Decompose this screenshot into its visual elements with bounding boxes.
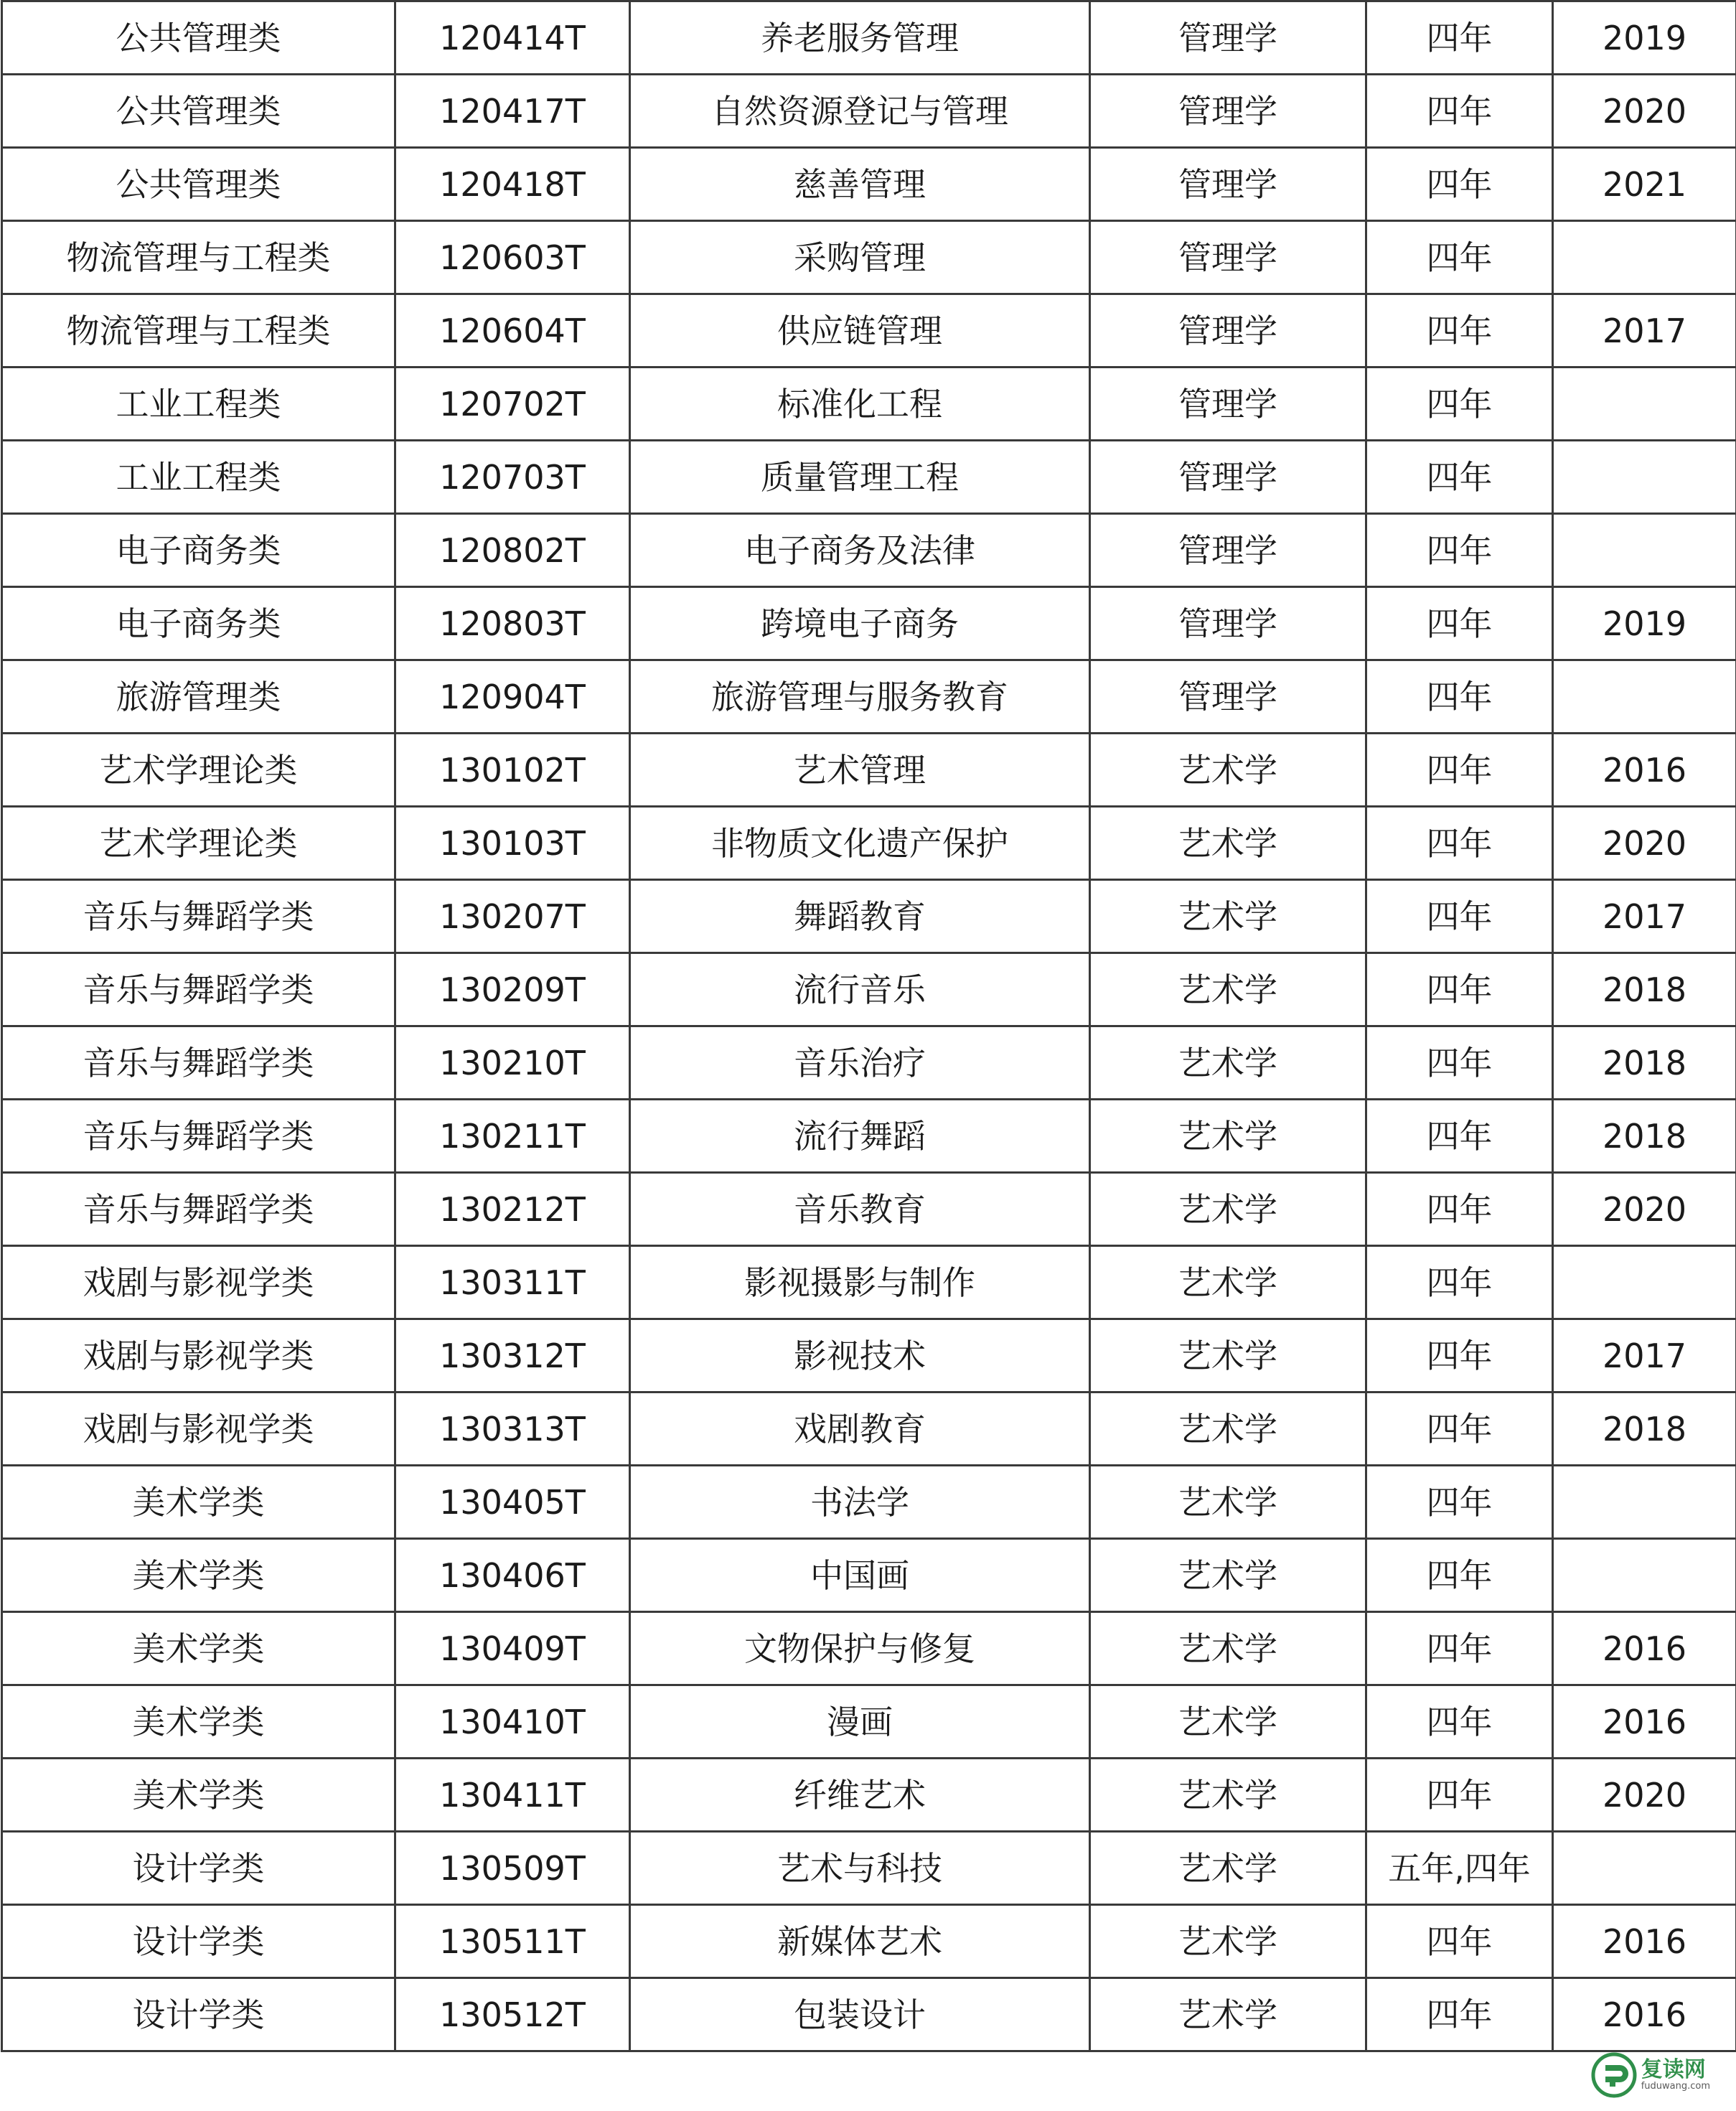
code-cell: 120604T — [395, 294, 630, 368]
table-row — [2, 148, 1736, 221]
duration-cell: 四年 — [1366, 148, 1553, 221]
major-cell: 流行舞蹈 — [630, 1100, 1090, 1173]
table-row — [2, 1392, 1736, 1466]
table-row — [2, 1612, 1736, 1685]
code-cell: 130409T — [395, 1612, 630, 1685]
code-cell: 130313T — [395, 1392, 630, 1466]
discipline-cell: 管理学 — [1090, 441, 1366, 514]
table-row — [2, 1832, 1736, 1905]
category-cell: 电子商务类 — [2, 514, 395, 587]
table-row — [2, 1319, 1736, 1392]
category-cell: 音乐与舞蹈学类 — [2, 1173, 395, 1246]
year-cell: 2016 — [1553, 1905, 1736, 1978]
code-cell: 130212T — [395, 1173, 630, 1246]
discipline-cell: 艺术学 — [1090, 1392, 1366, 1466]
category-cell: 戏剧与影视学类 — [2, 1319, 395, 1392]
discipline-cell: 管理学 — [1090, 660, 1366, 734]
table-row — [2, 807, 1736, 880]
year-cell — [1553, 221, 1736, 294]
category-cell: 工业工程类 — [2, 368, 395, 441]
category-cell: 旅游管理类 — [2, 660, 395, 734]
code-cell: 130210T — [395, 1026, 630, 1100]
discipline-cell: 艺术学 — [1090, 1759, 1366, 1832]
category-cell: 公共管理类 — [2, 1, 395, 75]
year-cell — [1553, 441, 1736, 514]
category-cell: 美术学类 — [2, 1466, 395, 1539]
duration-cell: 四年 — [1366, 1392, 1553, 1466]
code-cell: 120802T — [395, 514, 630, 587]
year-cell: 2020 — [1553, 75, 1736, 148]
major-cell: 文物保护与修复 — [630, 1612, 1090, 1685]
code-cell: 120904T — [395, 660, 630, 734]
major-cell: 质量管理工程 — [630, 441, 1090, 514]
year-cell — [1553, 1466, 1736, 1539]
major-cell: 慈善管理 — [630, 148, 1090, 221]
year-cell — [1553, 1539, 1736, 1612]
category-cell: 公共管理类 — [2, 148, 395, 221]
duration-cell: 四年 — [1366, 1173, 1553, 1246]
category-cell: 设计学类 — [2, 1832, 395, 1905]
code-cell: 130406T — [395, 1539, 630, 1612]
duration-cell: 四年 — [1366, 1466, 1553, 1539]
discipline-cell: 艺术学 — [1090, 1100, 1366, 1173]
code-cell: 130512T — [395, 1978, 630, 2051]
duration-cell: 四年 — [1366, 734, 1553, 807]
majors-table — [1, 0, 1736, 2052]
table-row — [2, 1466, 1736, 1539]
duration-cell: 四年 — [1366, 1685, 1553, 1759]
major-cell: 跨境电子商务 — [630, 587, 1090, 660]
category-cell: 工业工程类 — [2, 441, 395, 514]
year-cell: 2016 — [1553, 1685, 1736, 1759]
category-cell: 电子商务类 — [2, 587, 395, 660]
major-cell: 音乐治疗 — [630, 1026, 1090, 1100]
discipline-cell: 艺术学 — [1090, 1685, 1366, 1759]
code-cell: 130102T — [395, 734, 630, 807]
fuduwang-logo-icon — [1591, 2052, 1637, 2098]
discipline-cell: 艺术学 — [1090, 1905, 1366, 1978]
category-cell: 设计学类 — [2, 1905, 395, 1978]
duration-cell: 四年 — [1366, 294, 1553, 368]
year-cell: 2017 — [1553, 294, 1736, 368]
code-cell: 120702T — [395, 368, 630, 441]
major-cell: 影视技术 — [630, 1319, 1090, 1392]
major-cell: 新媒体艺术 — [630, 1905, 1090, 1978]
table-row — [2, 294, 1736, 368]
duration-cell: 四年 — [1366, 1539, 1553, 1612]
discipline-cell: 艺术学 — [1090, 1173, 1366, 1246]
watermark-url: fuduwang.com — [1641, 2080, 1710, 2092]
discipline-cell: 管理学 — [1090, 221, 1366, 294]
table-row — [2, 1, 1736, 75]
duration-cell: 四年 — [1366, 368, 1553, 441]
watermark — [1591, 2052, 1710, 2098]
code-cell: 130207T — [395, 880, 630, 953]
table-row — [2, 1978, 1736, 2051]
code-cell: 130211T — [395, 1100, 630, 1173]
major-cell: 非物质文化遗产保护 — [630, 807, 1090, 880]
code-cell: 130209T — [395, 953, 630, 1026]
code-cell: 130410T — [395, 1685, 630, 1759]
category-cell: 艺术学理论类 — [2, 734, 395, 807]
discipline-cell: 管理学 — [1090, 75, 1366, 148]
duration-cell: 四年 — [1366, 1612, 1553, 1685]
code-cell: 120418T — [395, 148, 630, 221]
table-row — [2, 1539, 1736, 1612]
major-cell: 电子商务及法律 — [630, 514, 1090, 587]
table-row — [2, 587, 1736, 660]
category-cell: 物流管理与工程类 — [2, 294, 395, 368]
year-cell — [1553, 1246, 1736, 1319]
table-row — [2, 660, 1736, 734]
table-row — [2, 880, 1736, 953]
table-row — [2, 75, 1736, 148]
code-cell: 120414T — [395, 1, 630, 75]
major-cell: 音乐教育 — [630, 1173, 1090, 1246]
table-row — [2, 221, 1736, 294]
year-cell — [1553, 514, 1736, 587]
table-row — [2, 1246, 1736, 1319]
major-cell: 影视摄影与制作 — [630, 1246, 1090, 1319]
discipline-cell: 艺术学 — [1090, 807, 1366, 880]
table-row — [2, 1100, 1736, 1173]
major-cell: 养老服务管理 — [630, 1, 1090, 75]
major-cell: 中国画 — [630, 1539, 1090, 1612]
table-row — [2, 368, 1736, 441]
code-cell: 120417T — [395, 75, 630, 148]
year-cell: 2021 — [1553, 148, 1736, 221]
category-cell: 音乐与舞蹈学类 — [2, 1100, 395, 1173]
duration-cell: 四年 — [1366, 807, 1553, 880]
discipline-cell: 艺术学 — [1090, 953, 1366, 1026]
discipline-cell: 艺术学 — [1090, 1539, 1366, 1612]
discipline-cell: 管理学 — [1090, 587, 1366, 660]
year-cell: 2018 — [1553, 953, 1736, 1026]
table-row — [2, 1685, 1736, 1759]
code-cell: 120803T — [395, 587, 630, 660]
table-row — [2, 1173, 1736, 1246]
major-cell: 戏剧教育 — [630, 1392, 1090, 1466]
category-cell: 公共管理类 — [2, 75, 395, 148]
category-cell: 设计学类 — [2, 1978, 395, 2051]
category-cell: 美术学类 — [2, 1685, 395, 1759]
duration-cell: 四年 — [1366, 75, 1553, 148]
discipline-cell: 管理学 — [1090, 514, 1366, 587]
category-cell: 戏剧与影视学类 — [2, 1392, 395, 1466]
table-row — [2, 953, 1736, 1026]
code-cell: 120603T — [395, 221, 630, 294]
year-cell: 2020 — [1553, 807, 1736, 880]
major-cell: 旅游管理与服务教育 — [630, 660, 1090, 734]
category-cell: 美术学类 — [2, 1612, 395, 1685]
major-cell: 舞蹈教育 — [630, 880, 1090, 953]
duration-cell: 四年 — [1366, 1246, 1553, 1319]
watermark-text — [1641, 2059, 1710, 2092]
year-cell: 2016 — [1553, 734, 1736, 807]
duration-cell: 四年 — [1366, 1026, 1553, 1100]
major-cell: 采购管理 — [630, 221, 1090, 294]
code-cell: 130405T — [395, 1466, 630, 1539]
major-cell: 书法学 — [630, 1466, 1090, 1539]
duration-cell: 四年 — [1366, 1, 1553, 75]
category-cell: 艺术学理论类 — [2, 807, 395, 880]
duration-cell: 四年 — [1366, 953, 1553, 1026]
category-cell: 音乐与舞蹈学类 — [2, 953, 395, 1026]
table-row — [2, 734, 1736, 807]
discipline-cell: 管理学 — [1090, 294, 1366, 368]
discipline-cell: 艺术学 — [1090, 880, 1366, 953]
discipline-cell: 艺术学 — [1090, 1246, 1366, 1319]
majors-table-body — [2, 1, 1736, 2051]
code-cell: 130411T — [395, 1759, 630, 1832]
year-cell — [1553, 660, 1736, 734]
discipline-cell: 管理学 — [1090, 1, 1366, 75]
table-row — [2, 1759, 1736, 1832]
duration-cell: 四年 — [1366, 514, 1553, 587]
category-cell: 音乐与舞蹈学类 — [2, 880, 395, 953]
code-cell: 130103T — [395, 807, 630, 880]
code-cell: 130511T — [395, 1905, 630, 1978]
year-cell: 2018 — [1553, 1100, 1736, 1173]
duration-cell: 五年,四年 — [1366, 1832, 1553, 1905]
duration-cell: 四年 — [1366, 441, 1553, 514]
duration-cell: 四年 — [1366, 1978, 1553, 2051]
category-cell: 美术学类 — [2, 1539, 395, 1612]
duration-cell: 四年 — [1366, 1319, 1553, 1392]
table-row — [2, 441, 1736, 514]
duration-cell: 四年 — [1366, 221, 1553, 294]
major-cell: 自然资源登记与管理 — [630, 75, 1090, 148]
code-cell: 130312T — [395, 1319, 630, 1392]
major-cell: 漫画 — [630, 1685, 1090, 1759]
discipline-cell: 艺术学 — [1090, 1466, 1366, 1539]
category-cell: 物流管理与工程类 — [2, 221, 395, 294]
year-cell: 2018 — [1553, 1392, 1736, 1466]
duration-cell: 四年 — [1366, 1905, 1553, 1978]
major-cell: 纤维艺术 — [630, 1759, 1090, 1832]
table-row — [2, 514, 1736, 587]
discipline-cell: 艺术学 — [1090, 1026, 1366, 1100]
table-row — [2, 1905, 1736, 1978]
discipline-cell: 艺术学 — [1090, 1832, 1366, 1905]
year-cell: 2016 — [1553, 1612, 1736, 1685]
major-cell: 供应链管理 — [630, 294, 1090, 368]
major-cell: 流行音乐 — [630, 953, 1090, 1026]
year-cell: 2017 — [1553, 1319, 1736, 1392]
watermark-name: 复读网 — [1641, 2057, 1706, 2083]
discipline-cell: 艺术学 — [1090, 1978, 1366, 2051]
code-cell: 120703T — [395, 441, 630, 514]
major-cell: 艺术管理 — [630, 734, 1090, 807]
year-cell: 2017 — [1553, 880, 1736, 953]
duration-cell: 四年 — [1366, 587, 1553, 660]
major-cell: 包装设计 — [630, 1978, 1090, 2051]
year-cell — [1553, 1832, 1736, 1905]
year-cell — [1553, 368, 1736, 441]
category-cell: 音乐与舞蹈学类 — [2, 1026, 395, 1100]
category-cell: 美术学类 — [2, 1759, 395, 1832]
major-cell: 艺术与科技 — [630, 1832, 1090, 1905]
year-cell: 2019 — [1553, 587, 1736, 660]
code-cell: 130311T — [395, 1246, 630, 1319]
duration-cell: 四年 — [1366, 1100, 1553, 1173]
table-row — [2, 1026, 1736, 1100]
duration-cell: 四年 — [1366, 880, 1553, 953]
code-cell: 130509T — [395, 1832, 630, 1905]
discipline-cell: 艺术学 — [1090, 1319, 1366, 1392]
major-cell: 标准化工程 — [630, 368, 1090, 441]
discipline-cell: 艺术学 — [1090, 1612, 1366, 1685]
duration-cell: 四年 — [1366, 660, 1553, 734]
year-cell: 2020 — [1553, 1173, 1736, 1246]
year-cell: 2019 — [1553, 1, 1736, 75]
discipline-cell: 管理学 — [1090, 148, 1366, 221]
duration-cell: 四年 — [1366, 1759, 1553, 1832]
discipline-cell: 管理学 — [1090, 368, 1366, 441]
year-cell: 2016 — [1553, 1978, 1736, 2051]
year-cell: 2020 — [1553, 1759, 1736, 1832]
discipline-cell: 艺术学 — [1090, 734, 1366, 807]
category-cell: 戏剧与影视学类 — [2, 1246, 395, 1319]
year-cell: 2018 — [1553, 1026, 1736, 1100]
